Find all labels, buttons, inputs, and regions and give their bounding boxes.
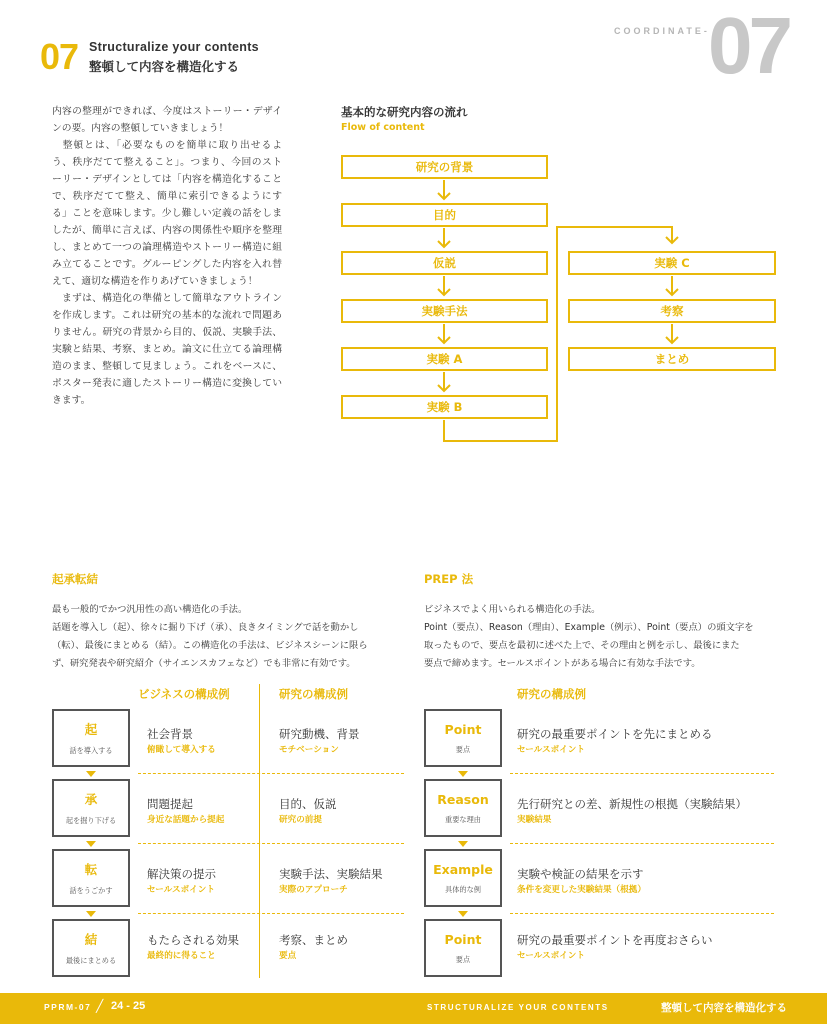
kishoten-description	[52, 601, 412, 673]
kishoten-key-box	[52, 779, 130, 837]
prep-key: Point	[444, 931, 482, 947]
flow-step-method: 実験手法	[341, 299, 548, 323]
kishoten-biz-main: 問題提起	[147, 797, 193, 811]
kishoten-res-main: 実験手法、実験結果	[279, 867, 383, 881]
chapter-title-en: Structuralize your contents	[89, 40, 259, 54]
footer-title-en: STRUCTURALIZE YOUR CONTENTS	[427, 1003, 609, 1012]
kishoten-title: 起承転結	[52, 572, 98, 586]
prep-key-box	[424, 919, 502, 977]
flow-title: 基本的な研究内容の流れ	[341, 105, 468, 119]
kishoten-res-main: 考察、まとめ	[279, 933, 348, 947]
kishoten-biz-sub: 最終的に得ること	[147, 951, 216, 961]
prep-main: 先行研究との差、新規性の根拠（実験結果）	[517, 797, 747, 811]
footer-slash: ╱	[96, 999, 104, 1013]
kishoten-key-sub: 起を掘り下げる	[65, 816, 117, 825]
prep-col-research: 研究の構成例	[517, 687, 586, 701]
flow-step-hypothesis: 仮説	[341, 251, 548, 275]
kishoten-biz-sub: セールスポイント	[147, 885, 215, 895]
flow-step-experiment-a: 実験 A	[341, 347, 548, 371]
kishoten-key-sub: 話を導入する	[69, 746, 113, 755]
prep-line: ビジネスでよく用いられる構造化の手法。	[424, 604, 601, 615]
kishoten-res-sub: 実際のアプローチ	[279, 885, 348, 895]
kishoten-res-sub: 要点	[279, 951, 297, 961]
intro-paragraph: 整頓とは、「必要なものを簡単に取り出せるよう、秩序だてて整えること」。つまり、今回のストーリー・デザインとしては「内容を構造化することで、秩序だてて整え、簡単に索引できるようにする」ことを意味します。少し難しい定義の話をしましたが、簡単に言えば、内容の関係性や順序を整理し、まとめて一つの論理構造やストーリー構造に組み立てることです。グルーピングした内容を入れ替えて、適切な構造を作りあげていきましょう！	[52, 140, 282, 287]
chapter-title-jp: 整頓して内容を構造化する	[89, 59, 240, 74]
prep-main: 研究の最重要ポイントを先にまとめる	[517, 727, 713, 741]
kishoten-key-sub: 話をうごかす	[69, 886, 113, 895]
flow-step-experiment-b: 実験 B	[341, 395, 548, 419]
flow-step-background: 研究の背景	[341, 155, 548, 179]
kishoten-key: 承	[84, 792, 98, 807]
prep-description	[424, 601, 784, 673]
down-triangle-icon	[86, 771, 96, 777]
row-divider	[138, 773, 404, 774]
footer-bar	[0, 993, 827, 1024]
flow-step-summary: まとめ	[568, 347, 776, 371]
prep-key: Example	[433, 861, 493, 877]
prep-line: Point（要点）、Reason（理由）、Example（例示）、Point（要点）の頭文字を	[424, 622, 754, 633]
prep-key-box	[424, 849, 502, 907]
kishoten-col-business: ビジネスの構成例	[138, 687, 230, 701]
flow-subtitle: Flow of content	[341, 122, 425, 133]
kishoten-key-box	[52, 709, 130, 767]
kishoten-line: ず、研究発表や研究紹介（サイエンスカフェなど）でも非常に有効です。	[52, 658, 356, 669]
kishoten-col-research: 研究の構成例	[279, 687, 348, 701]
kishoten-key: 結	[84, 932, 98, 947]
flow-step-discussion: 考察	[568, 299, 776, 323]
prep-title: PREP 法	[424, 572, 474, 586]
prep-line: 要点で締めます。セールスポイントがある場合に有効な手法です。	[424, 658, 701, 669]
kishoten-res-sub: 研究の前提	[279, 815, 322, 825]
footer-code: PPRM-07	[44, 1002, 92, 1012]
flow-step-purpose: 目的	[341, 203, 548, 227]
kishoten-res-main: 研究動機、背景	[279, 727, 360, 741]
intro-paragraph: まずは、構造化の準備として簡単なアウトラインを作成します。これは研究の基本的な流れで問題ありません。研究の背景から目的、仮説、実験手法、実験と結果、考察、まとめ。論文に仕立てる論理構造のまま、整頓して見ましょう。これをベースに、ポスター発表に適したストーリー構造に変換していきます。	[52, 293, 282, 406]
row-divider	[138, 913, 404, 914]
column-divider	[259, 684, 260, 978]
kishoten-biz-sub: 俯瞰して導入する	[147, 745, 216, 755]
row-divider	[138, 843, 404, 844]
prep-note: セールスポイント	[517, 951, 585, 961]
coordinate-number: 07	[708, 1, 789, 90]
prep-key: Reason	[437, 791, 489, 807]
prep-main: 実験や検証の結果を示す	[517, 867, 644, 881]
kishoten-key: 転	[84, 862, 98, 877]
down-triangle-icon	[458, 841, 468, 847]
prep-note: 実験結果	[517, 815, 552, 825]
row-divider	[510, 843, 774, 844]
kishoten-key: 起	[84, 722, 98, 737]
kishoten-biz-sub: 身近な話題から提起	[147, 815, 225, 825]
kishoten-biz-main: 社会背景	[147, 727, 193, 741]
kishoten-res-main: 目的、仮説	[279, 797, 337, 811]
kishoten-key-sub: 最後にまとめる	[65, 956, 117, 965]
kishoten-biz-main: 解決策の提示	[147, 867, 216, 881]
row-divider	[510, 913, 774, 914]
prep-main: 研究の最重要ポイントを再度おさらい	[517, 933, 713, 947]
prep-key-sub: 要点	[455, 744, 471, 754]
footer-title-jp: 整頓して内容を構造化する	[661, 1002, 787, 1014]
kishoten-res-sub: モチベーション	[279, 745, 339, 755]
intro-paragraph: 内容の整理ができれば、今度はストーリー・デザインの要。内容の整頓していきましょう！	[52, 106, 282, 134]
down-triangle-icon	[458, 771, 468, 777]
prep-key-sub: 要点	[455, 954, 471, 964]
coordinate-label: COORDINATE-	[614, 26, 710, 36]
kishoten-line: 話題を導入し（起）、徐々に掘り下げ（承）、良きタイミングで話を動かし	[52, 622, 359, 633]
prep-note: 条件を変更した実験結果（根拠）	[517, 885, 646, 895]
prep-key-sub: 重要な理由	[445, 814, 481, 824]
prep-key-box	[424, 779, 502, 837]
prep-key: Point	[444, 721, 482, 737]
footer-pages: 24 - 25	[111, 1000, 146, 1012]
kishoten-key-box	[52, 849, 130, 907]
flow-step-experiment-c: 実験 C	[568, 251, 776, 275]
down-triangle-icon	[86, 841, 96, 847]
prep-line: 取ったもので、要点を最初に述べた上で、その理由と例を示し、最後にまた	[424, 640, 740, 651]
row-divider	[510, 773, 774, 774]
kishoten-key-box	[52, 919, 130, 977]
down-triangle-icon	[86, 911, 96, 917]
prep-key-box	[424, 709, 502, 767]
down-triangle-icon	[458, 911, 468, 917]
kishoten-line: 最も一般的でかつ汎用性の高い構造化の手法。	[52, 604, 248, 615]
chapter-number: 07	[40, 36, 79, 77]
kishoten-biz-main: もたらされる効果	[147, 933, 239, 947]
kishoten-line: （転）、最後にまとめる（結）。この構造化の手法は、ビジネスシーンに限ら	[52, 640, 368, 651]
prep-note: セールスポイント	[517, 745, 585, 755]
prep-key-sub: 具体的な例	[445, 884, 481, 894]
